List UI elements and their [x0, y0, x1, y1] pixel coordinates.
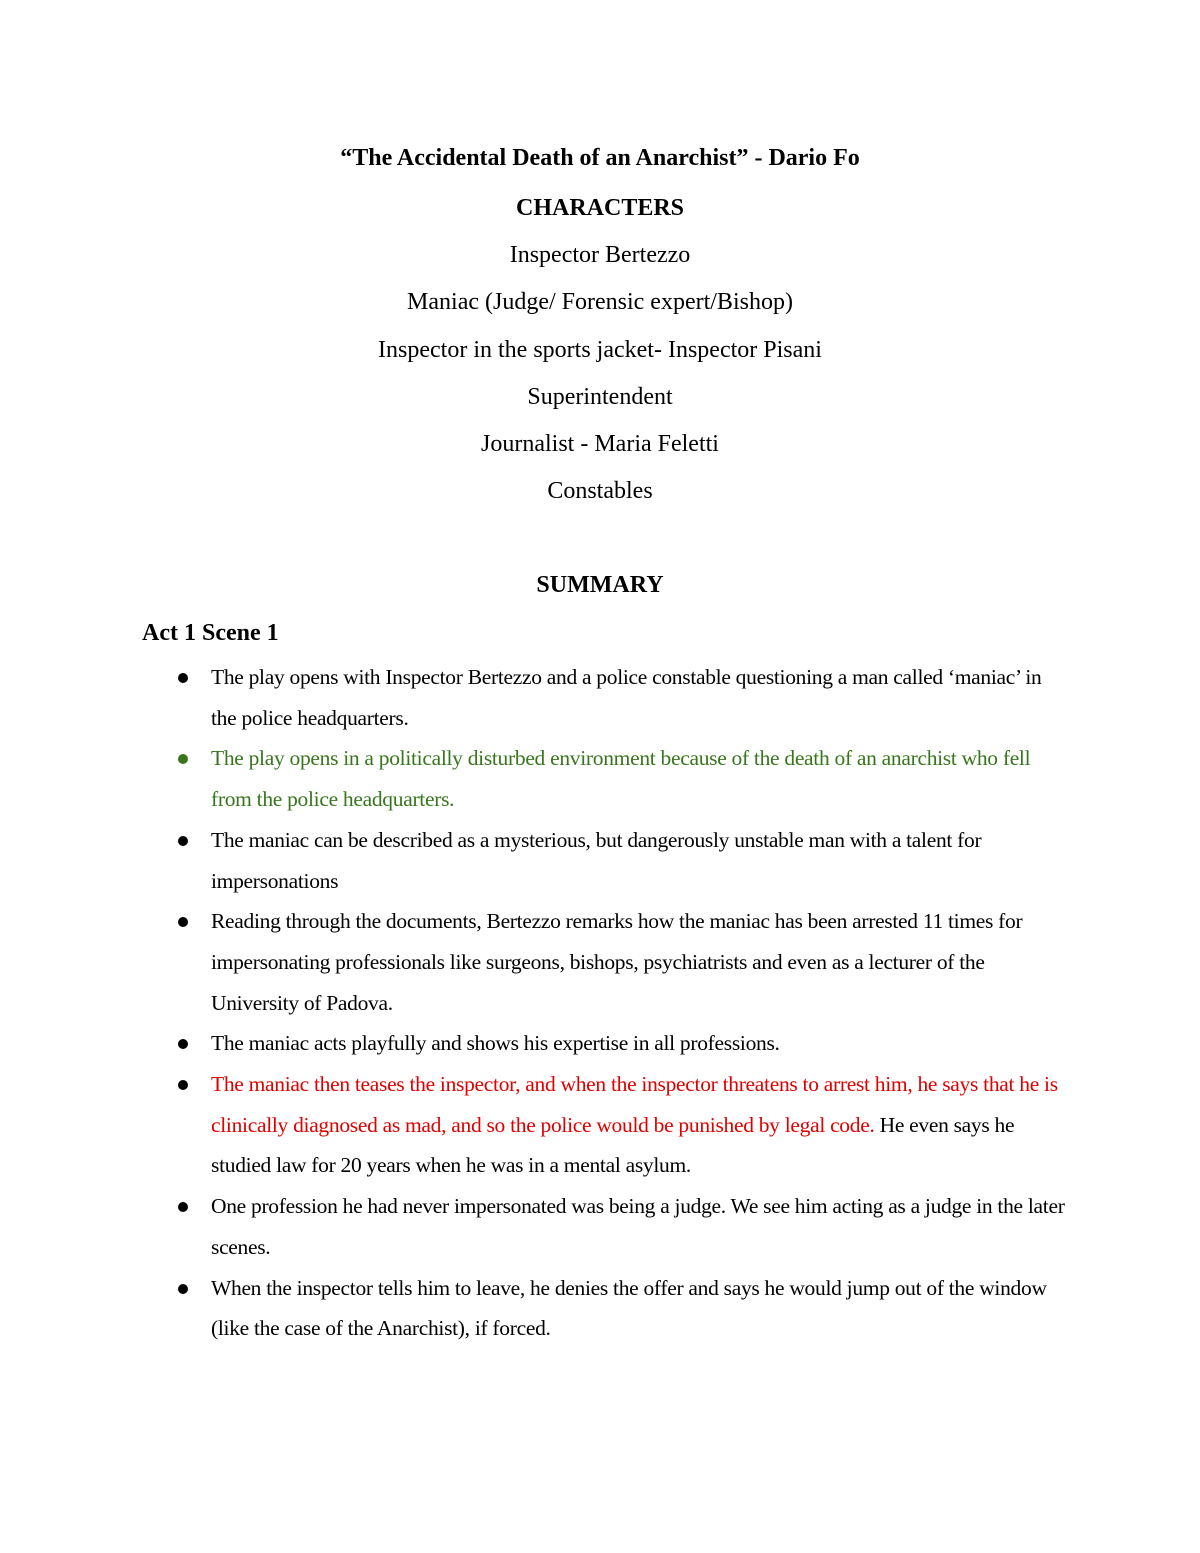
bullet-text-highlighted: The maniac then teases the inspector, and when the inspector threatens to arrest him, he says that he is clinically diagnosed as mad, and so the police would be punished by legal code. [211, 1072, 1058, 1137]
bullet-dot-icon [178, 1080, 188, 1090]
bullet-text: The play opens in a politically disturbed environment because of the death of an anarchist who fell from the police headquarters. [211, 746, 1031, 812]
summary-heading: SUMMARY [536, 572, 664, 598]
bullet-dot-icon [178, 836, 188, 846]
bullet-text: When the inspector tells him to leave, he denies the offer and says he would jump out of the window (like the case of the Anarchist), if forced. [211, 1275, 1047, 1341]
bullet-text: Reading through the documents, Bertezzo remarks how the maniac has been arrested 11 times for impersonating professionals like surgeons, bishops, psychiatrists and even as a lecturer of the University of Padova. [211, 909, 1023, 1015]
bullet-item-highlighted [0, 738, 1066, 819]
bullet-dot-icon [178, 917, 188, 927]
bullet-dot-icon [178, 754, 188, 764]
character-item: Constables [547, 478, 653, 505]
bullet-item [0, 1064, 1066, 1186]
character-item: Maniac (Judge/ Forensic expert/Bishop) [407, 289, 793, 316]
character-item: Journalist - Maria Feletti [481, 431, 719, 458]
bullet-text: He even says he studied law for 20 years when he was in a mental asylum. [211, 1112, 1015, 1178]
bullet-item [0, 901, 1066, 1023]
bullet-item [0, 1186, 1066, 1267]
bullet-text: The maniac acts playfully and shows his expertise in all professions. [211, 1031, 780, 1056]
characters-list [0, 185, 1200, 515]
bullet-dot-icon [178, 1039, 188, 1049]
bullet-text: The play opens with Inspector Bertezzo and a police constable questioning a man called ‘maniac’ in the police headquarters. [211, 665, 1042, 730]
bullet-text: The maniac can be described as a mysterious, but dangerously unstable man with a talent for impersonations [211, 827, 982, 893]
bullet-item [0, 1268, 1066, 1349]
bullet-dot-icon [178, 673, 188, 683]
bullet-item [0, 657, 1066, 738]
bullet-dot-icon [178, 1284, 188, 1294]
character-item: Inspector in the sports jacket- Inspector Pisani [378, 336, 822, 363]
bullet-text: One profession he had never impersonated was being a judge. We see him acting as a judge in the later scenes. [211, 1194, 1065, 1259]
act-heading: Act 1 Scene 1 [142, 620, 279, 646]
bullet-item [0, 820, 1066, 901]
character-item: Superintendent [527, 383, 673, 410]
document-title: “The Accidental Death of an Anarchist” - Dario Fo [340, 145, 860, 171]
bullet-item [0, 1023, 1066, 1064]
character-item: Inspector Bertezzo [509, 242, 691, 269]
bullet-dot-icon [178, 1202, 188, 1212]
summary-bullet-list [0, 657, 1200, 1349]
characters-heading: CHARACTERS [515, 195, 685, 221]
